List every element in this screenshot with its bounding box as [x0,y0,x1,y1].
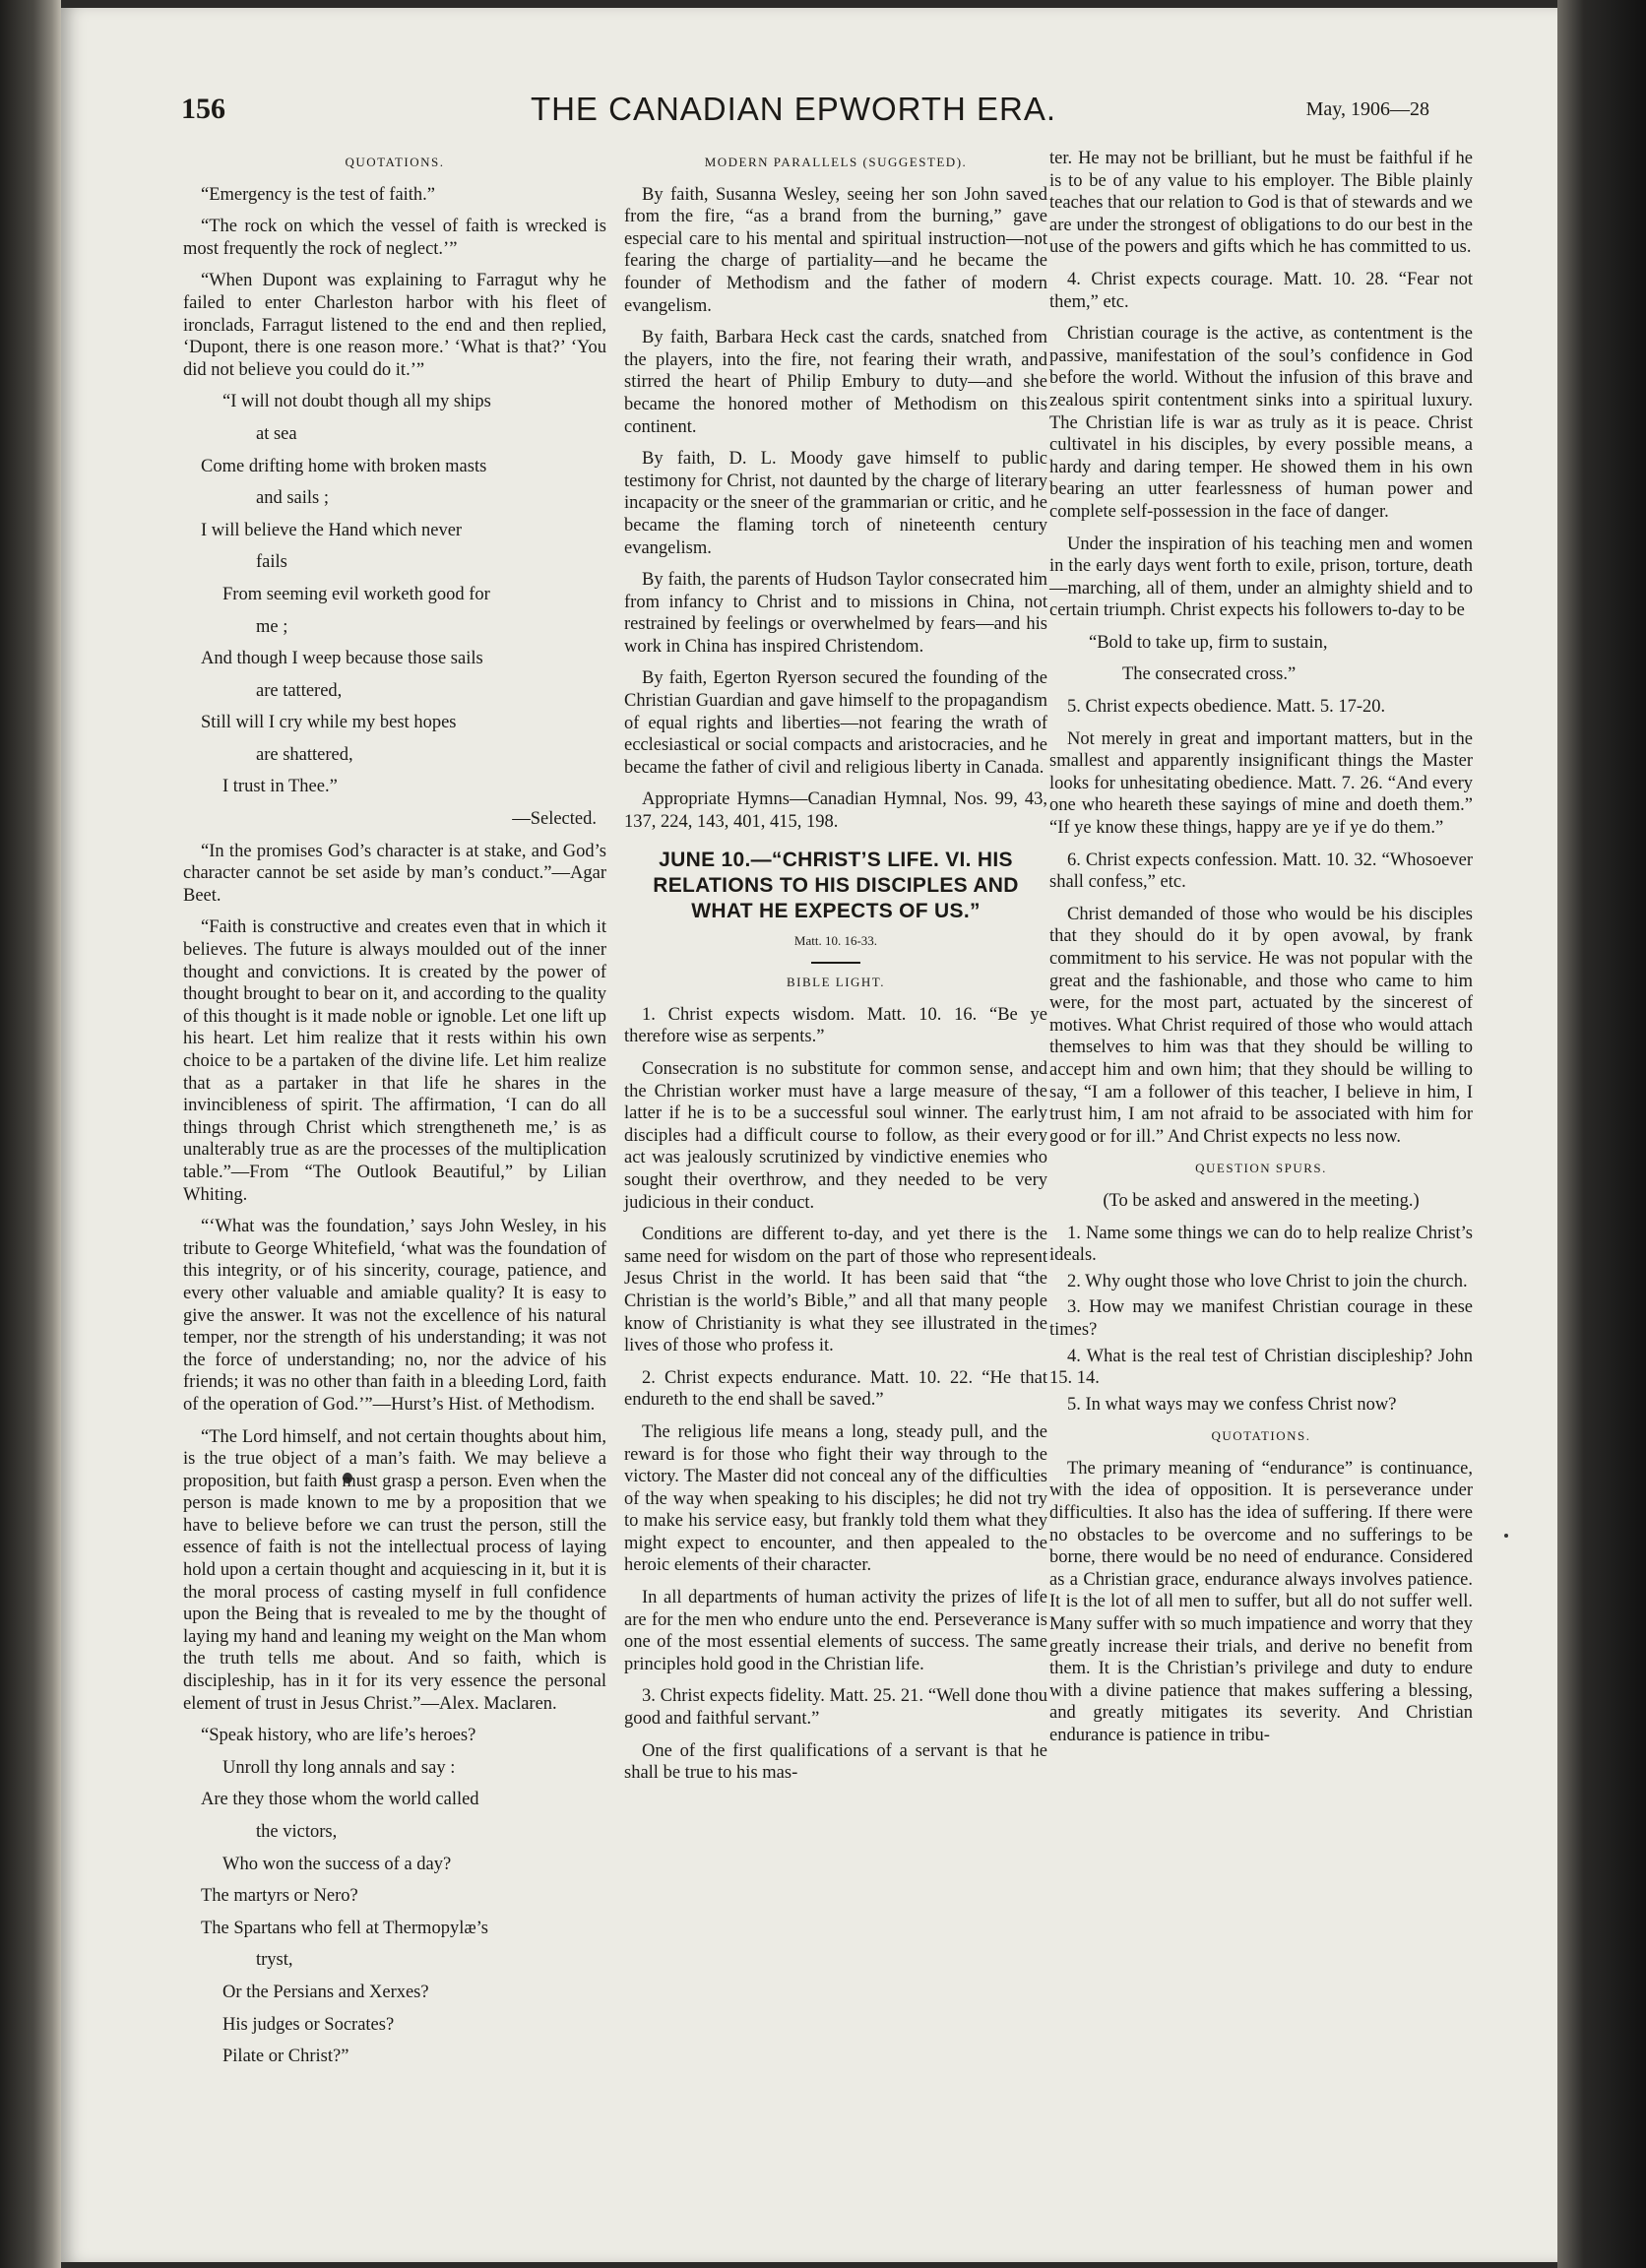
poem-line: The consecrated cross.” [1122,664,1297,685]
paragraph: 1. Christ expects wisdom. Matt. 10. 16. “Be ye therefore wise as serpents.” [624,1004,1047,1047]
paragraph: By faith, Egerton Ryerson secured the founding of the Christian Guardian and gave himself to the propagandism of equal rights and liberties—not fearing the wrath of ecclesiastical or social compacts and aristocracies, and he became the father of civil and religious liberty in Canada. [624,668,1047,778]
section-title: QUOTATIONS. [1211,1428,1311,1444]
poem-line: The Spartans who fell at Thermopylæ’s [201,1918,489,1938]
poem-line: at sea [256,423,297,444]
paragraph: The religious life means a long, steady pull, and the reward is for those who fight their way through to the victory. The Master did not conceal any of the difficulties of the way when speaking to his disciples; he did not try to make his service easy, but frankly told them what they might expect to encounter, and then appealed to the heroic elements of their character. [624,1421,1047,1576]
poem-line: “Speak history, who are life’s heroes? [201,1726,476,1746]
poem-line: the victors, [256,1822,338,1842]
column-2 [624,148,1047,1795]
journal-title: THE CANADIAN EPWORTH ERA. [530,91,1057,127]
poem-line: Pilate or Christ?” [222,2047,349,2067]
paragraph: Christ demanded of those who would be his disciples that they should do it by open avowal, by frank commitment to his service. He was not popular with the great and the fashionable, and those who came to him were, for the most part, actuated by the sincerest of motives. What Christ required of those who would attach themselves to him was that they should be willing to accept him and own him; that they should be willing to say, “I am a follower of this teacher, I believe in him, I trust him, I am not afraid to be associated with him for good or for ill.” And Christ expects no less now. [1049,904,1473,1147]
poem-line: “Bold to take up, firm to sustain, [1089,632,1328,653]
poem [183,1725,606,2068]
paragraph: One of the first qualifications of a servant is that he shall be true to his mas- [624,1740,1047,1784]
poem-line: Or the Persians and Xerxes? [222,1982,429,2002]
lesson-reference: Matt. 10. 16-33. [793,932,878,948]
quotation: “Emergency is the test of faith.” [201,184,436,205]
poem-line: are shattered, [256,744,353,765]
next-page-edge [1557,0,1646,2268]
poem-line: Who won the success of a day? [222,1854,452,1874]
quotation: “In the promises God’s character is at stake, and God’s character cannot be set aside by man’s conduct.”—Agar Beet. [183,841,606,906]
question: 1. Name some things we can do to help realize Christ’s ideals. [1049,1223,1473,1266]
paragraph: By faith, D. L. Moody gave himself to public testimony for Christ, not daunted by the charge of literary incapacity or the sneer of the grammarian or critic, and he became the flaming torch of nineteenth century evangelism. [624,449,1047,558]
poem-line: The martyrs or Nero? [201,1886,358,1907]
page-number: 156 [181,93,225,125]
section-title: BIBLE LIGHT. [786,975,886,990]
poem-line: And though I weep because those sails [201,649,483,669]
poem-line: “I will not doubt though all my ships [222,392,491,412]
poem-line: Come drifting home with broken masts [201,456,487,476]
paragraph: 3. Christ expects fidelity. Matt. 25. 21. “Well done thou good and faithful servant.” [624,1686,1047,1730]
paragraph: By faith, Barbara Heck cast the cards, snatched from the players, into the fire, not fearing their wrath, and stirred the heart of Philip Embury to duty—and she became the honored mother of Methodism on this continent. [624,328,1047,437]
poem-signature: —Selected. [512,809,597,830]
poem-line: me ; [256,616,288,637]
paragraph: 2. Christ expects endurance. Matt. 10. 22. “He that endureth to the end shall be saved.” [624,1367,1047,1411]
question: 4. What is the real test of Christian discipleship? John 15. 14. [1049,1346,1473,1389]
paragraph: Conditions are different to-day, and yet there is the same need for wisdom on the part of those who represent Jesus Christ in the world. It has been said that “the Christian is the world’s Bible,” and all that many people know of Christianity is what they see illustrated in the lives of those who profess it. [624,1225,1047,1356]
section-title: QUOTATIONS. [345,155,445,169]
paragraph: 4. Christ expects courage. Matt. 10. 28. “Fear not them,” etc. [1049,269,1473,312]
poem [1049,632,1473,686]
column-1 [183,148,606,2078]
paragraph: Christian courage is the active, as contentment is the passive, manifestation of the soul’s confidence in God before the world. Without the infusion of this brave and zealous spirit contentment sinks into a spiritual luxury. The Christian life is war as truly as it is peace. Christ cultivatel in his disciples, by every possible means, a hardy and daring temper. He showed them in his own bearing an utter fearlessness of human power and complete self-possession in the face of danger. [1049,324,1473,522]
quotation: “The rock on which the vessel of faith is wrecked is most frequently the rock of neglect.’” [183,217,606,259]
paragraph: By faith, Susanna Wesley, seeing her son John saved from the fire, “as a brand from the burning,” gave especial care to his mental and spiritual instruction—not fearing the charge of partiality—and he became the founder of Methodism and the father of modern evangelism. [624,184,1047,316]
book-binding [0,0,61,2268]
column-3 [1049,148,1473,1757]
poem-line: Are they those whom the world called [201,1790,479,1810]
spurs-note: (To be asked and answered in the meeting.) [1103,1190,1420,1211]
paragraph: Not merely in great and important matters, but in the smallest and apparently insignificant things the Master looks for unhesitating obedience. Matt. 7. 26. “And every one who heareth these sayings of mine and doeth them.” “If ye know these things, happy are ye if ye do them.” [1049,728,1473,839]
section-title: MODERN PARALLELS (SUGGESTED). [704,155,968,169]
issue-date: May, 1906—28 [1305,98,1429,120]
quotation: “Faith is constructive and creates even that in which it believes. The future is always moulded out of the inner thought and convictions. It is created by the power of thought brought to bear on it, and according to the quality of this thought is it made noble or ignoble. Let one lift up his heart. Let him realize that it rests within his own choice to be a partaken of the divine life. Let him realize that as a partaker in that life he shares in the invincibleness of spirit. The affirmation, ‘I can do all things through Christ which strengtheneth me,’ is as unalterably true as are the processes of the multiplication table.”—From “The Outlook Beautiful,” by Lilian Whiting. [183,917,606,1205]
poem-line: Unroll thy long annals and say : [222,1757,456,1778]
paragraph: Consecration is no substitute for common sense, and the Christian worker must have a large measure of the latter if he is to be a successful soul winner. The early disciples had a difficult course to follow, as their every act was jealously scrutinized by vindictive enemies who sought their overthrow, and they needed to be very judicious in their conduct. [624,1059,1047,1213]
poem-line: Still will I cry while my best hopes [201,713,457,733]
section-title: QUESTION SPURS. [1195,1161,1327,1176]
poem-line: fails [256,552,287,573]
paragraph: 6. Christ expects confession. Matt. 10. 32. “Whosoever shall confess,” etc. [1049,850,1473,893]
question: 2. Why ought those who love Christ to join the church. [1067,1271,1468,1292]
lesson-heading-block [624,848,1047,994]
question: 5. In what ways may we confess Christ now? [1067,1394,1397,1415]
paragraph: ter. He may not be brilliant, but he must be faithful if he is to be of any value to his employer. The Bible plainly teaches that our relation to God is that of stewards and we are under the strongest of obligations to do our best in the use of the powers and gifts which he has committed to us. [1049,149,1473,258]
poem-line: I will believe the Hand which never [201,520,463,540]
poem-line: are tattered, [256,680,343,701]
quotation: “The Lord himself, and not certain thoughts about him, is the true object of a man’s faith. We may believe a proposition, but faith must grasp a person. Even when the person is made known to me by a proposition that we have to believe before we can trust the person, still the essence of faith is not the intellectual process of laying hold upon a certain thought and acquiescing in it, but it is the moral process of casting myself in full confidence upon the Being that is revealed to me by the thought of laying my hand and leaning my weight on the Man whom the truth tells me about. And so faith, which is discipleship, has in it for its very essence the personal element of trust in Jesus Christ.”—Alex. Maclaren. [183,1426,606,1714]
poem [183,391,606,830]
ink-spot [1504,1534,1508,1538]
poem-line: His judges or Socrates? [222,2014,395,2035]
quotation: “‘What was the foundation,’ says John Wesley, in his tribute to George Whitefield, ‘what was the foundation of this integrity, or of his sincerity, courage, patience, and every other valuable and amiable quality? It is easy to give the answer. It was not the excellence of his natural temper, nor the strength of his understanding; it was not the force of understanding; no, nor the advice of his friends; it was no other than faith in a bleeding Lord, faith of the operation of God.’”—Hurst’s Hist. of Methodism. [183,1217,606,1415]
paragraph: Appropriate Hymns—Canadian Hymnal, Nos. 99, 43, 137, 224, 143, 401, 415, 198. [624,789,1047,833]
paragraph: In all departments of human activity the prizes of life are for the men who endure unto the end. Perseverance is one of the most essential elements of success. The same principles hold good in the Christian life. [624,1588,1047,1674]
poem-line: tryst, [256,1950,293,1971]
poem-line: From seeming evil worketh good for [222,584,490,604]
paragraph: Under the inspiration of his teaching men and women in the early days went forth to exile, prison, torture, death—marching, all of them, under an almighty shield and to certain triumph. Christ expects his followers to-day to be [1049,534,1473,621]
quotation: “When Dupont was explaining to Farragut why he failed to enter Charleston harbor with his fleet of ironclads, Farragut listened to the end and then replied, ‘Dupont, there is one reason more.’ ‘What is that?’ ‘You did not believe you could do it.’” [183,271,606,380]
paragraph: 5. Christ expects obedience. Matt. 5. 17-20. [1067,697,1386,718]
divider [811,962,860,964]
poem-line: and sails ; [256,488,329,509]
lesson-heading: JUNE 10.—“CHRIST’S LIFE. VI. HIS RELATIONS TO HIS DISCIPLES AND WHAT HE EXPECTS OF US.” [653,848,1019,922]
page-header [118,91,1469,130]
poem-line: I trust in Thee.” [222,777,338,797]
paragraph: By faith, the parents of Hudson Taylor consecrated him from infancy to Christ and to missions in China, not restrained by feelings or overwhelmed by fears—and his work in China has inspired Christendom. [624,570,1047,657]
paragraph: The primary meaning of “endurance” is continuance, with the idea of opposition. It is perseverance under difficulties. It also has the idea of suffering. If there were no obstacles to be overcome and no sufferings to be borne, there would be no need of endurance. Considered as a Christian grace, endurance always involves patience. It is the lot of all men to suffer, but all do not suffer well. Many suffer with so much impatience and worry that they greatly increase their trials, and derive no benefit from them. It is the Christian’s privilege and duty to endure with a divine patience that makes suffering a blessing, and greatly mitigates its severity. And Christian endurance is patience in tribu- [1049,1458,1473,1745]
question: 3. How may we manifest Christian courage in these times? [1049,1297,1473,1340]
